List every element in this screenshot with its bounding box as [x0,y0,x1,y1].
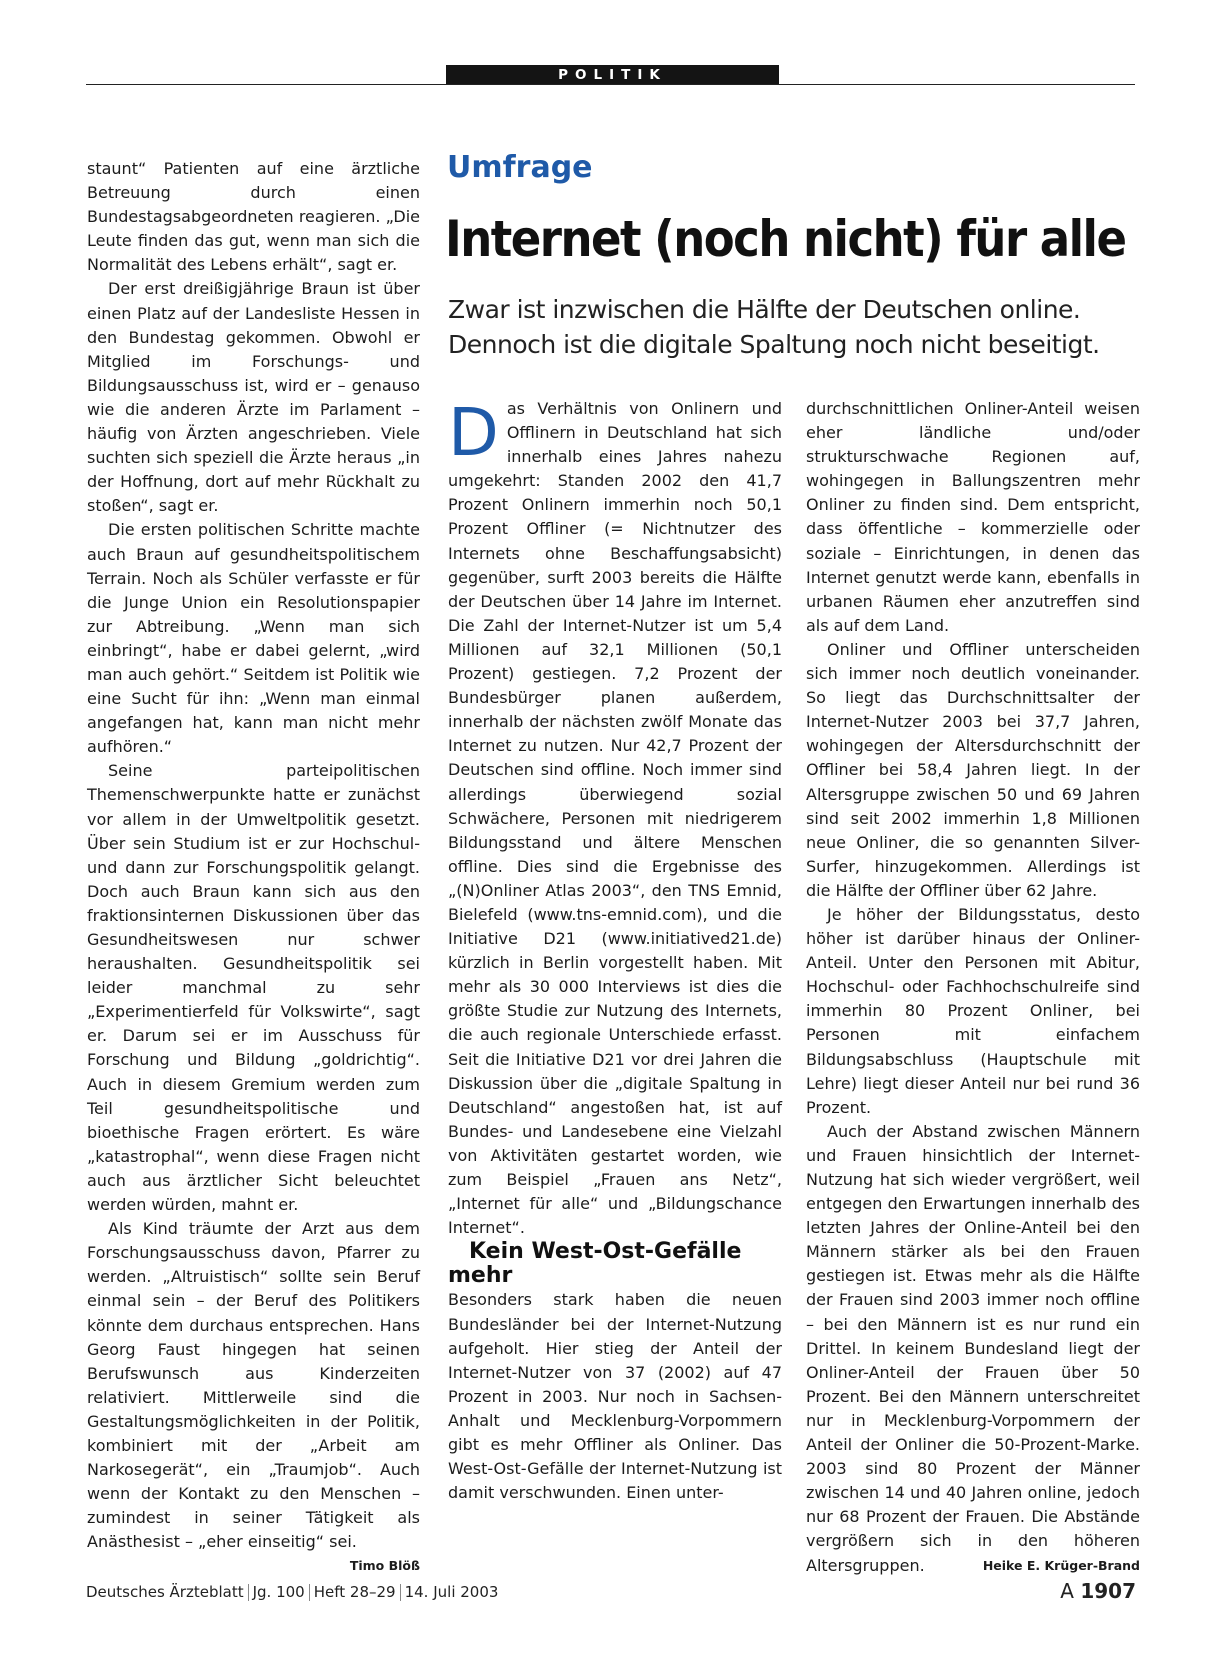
page-footer [86,1579,1136,1603]
left-article-column [87,157,420,1579]
section-rubric: POLITIK [446,65,779,85]
body-paragraph: Besonders stark haben die neuen Bundesländer bei der Internet-Nutzung aufgeholt. Hier stieg der Anteil der Internet-Nutzer von 37 (2002) auf 47 Prozent in 2003. Nur noch in Sachsen-Anhalt und Mecklenburg-Vorpommern gibt es mehr Offliner als Onliner. Das West-Ost-Gefälle der Internet-Nutzung ist damit verschwunden. Einen unter- [448,1290,782,1503]
footer-divider [400,1584,401,1601]
article-headline: Internet (noch nicht) für alle [445,210,1126,268]
body-paragraph [806,1120,1140,1578]
body-paragraph-text: Auch der Abstand zwischen Männern und Frauen hinsichtlich der Internet-Nutzung hat sich wieder vergrößert, weil entgegen den Erwartungen innerhalb des letzten Jahres der Online-Anteil bei den Männern stärker als bei den Frauen gestiegen ist. Etwas mehr als die Hälfte der Frauen sind 2003 immer noch offline – bei den Männern ist es nur rund ein Drittel. In keinem Bundesland liegt der Onliner-Anteil der Frauen über 50 Prozent. Bei den Männern unterschreitet nur in Mecklenburg-Vorpommern der Anteil der Onliner die 50-Prozent-Marke. 2003 sind 80 Prozent der Männer zwischen 14 und 40 Jahren online, jedoch nur 68 Prozent der Frauen. Die Abstände vergrößern sich in den höheren Altersgruppen. [806,1121,1140,1575]
article-author: Heike E. Krüger-Brand [982,1557,1140,1573]
article-column-right [806,397,1140,1578]
journal-date: 14. Juli 2003 [404,1583,499,1601]
drop-cap: D [448,394,499,471]
page-prefix: A [1060,1579,1074,1603]
lead-paragraph [448,394,782,1240]
left-paragraph [87,1217,420,1574]
subheading: Kein West-Ost-Gefälle mehr [448,1239,742,1289]
footer-divider [248,1584,249,1601]
article-column-middle [448,394,782,1505]
body-paragraph: Je höher der Bildungsstatus, desto höher ist darüber hinaus der Onliner-Anteil. Unter den Personen mit Abitur, Hochschul- oder Fachhochschulreife sind immerhin 80 Prozent Onliner, bei Personen mit einfachem Bildungsabschluss (Hauptschule mit Lehre) liegt dieser Anteil nur bei rund 36 Prozent. [806,904,1140,1117]
article-kicker: Umfrage [447,150,593,185]
left-paragraph-text: Als Kind träumte der Arzt aus dem Forschungsausschuss davon, Pfarrer zu werden. „Altruistisch“ sollte sein Beruf einmal sein – der Beruf des Politikers könnte dem durchaus entsprechen. Hans Georg Faust hingegen hat seinen Berufswunsch aus Kinderzeiten relativiert. Mittlerweile sind die Gestaltungsmöglichkeiten in der Politik, kombiniert mit der „Arbeit am Narkosegerät“, ein „Traumjob“. Auch wenn der Kontakt zu den Menschen – zumindest in seiner Tätigkeit als Anästhesist – „eher einseitig“ sei. [87,1219,420,1552]
footer-divider [309,1584,310,1601]
journal-name: Deutsches Ärzteblatt [86,1583,244,1601]
journal-volume: Jg. 100 [252,1583,305,1601]
left-paragraph: Seine parteipolitischen Themenschwerpunkte hatte er zunächst vor allem in der Umweltpolitik gesetzt. Über sein Studium ist er zur Hochschul- und dann zur Forschungspolitik gelangt. Doch auch Braun kann sich aus den fraktionsinternen Diskussionen über das Gesundheitswesen nur schwer heraushalten. Gesundheitspolitik sei leider manchmal zu sehr „Experimentierfeld für Volkswirte“, sagt er. Darum sei er im Ausschuss für Forschung und Bildung „goldrichtig“. Auch in diesem Gremium werden zum Teil gesundheitspolitische und bioethische Fragen erörtert. Es wäre „katastrophal“, wenn diese Fragen nicht auch aus ärztlicher Sicht beleuchtet werden würden, mahnt er. [87,761,420,1215]
article-deck: Zwar ist inzwischen die Hälfte der Deutschen online. Dennoch ist die digitale Spaltung noch nicht beseitigt. [448,295,1100,359]
body-paragraph: durchschnittlichen Onliner-Anteil weisen eher ländliche und/oder strukturschwache Regionen auf, wohingegen in Ballungszentren mehr Onliner zu finden sind. Dem entspricht, dass öffentliche – kommerzielle oder soziale – Einrichtungen, in denen das Internet genutzt werde kann, ebenfalls in urbanen Räumen eher anzutreffen sind als auf dem Land. [806,399,1140,635]
page-number [1060,1579,1136,1603]
journal-issue: Heft 28–29 [313,1583,396,1601]
left-paragraph: staunt“ Patienten auf eine ärztliche Betreuung durch einen Bundestagsabgeordneten reagieren. „Die Leute finden das gut, wenn man sich die Normalität des Lebens erhält“, sagt er. [87,159,420,275]
header-rule [86,84,1135,85]
left-paragraph: Die ersten politischen Schritte machte auch Braun auf gesundheitspolitischem Terrain. Noch als Schüler verfasste er für die Junge Union ein Resolutionspapier zur Abtreibung. „Wenn man sich einbringt“, habe er dabei gelernt, „wird man auch gehört.“ Seitdem ist Politik wie eine Sucht für ihn: „Wenn man einmal angefangen hat, kann man nicht mehr aufhören.“ [87,520,420,757]
page-number-value: 1907 [1080,1579,1136,1603]
lead-text: as Verhältnis von Onlinern und Offlinern in Deutschland hat sich innerhalb eines Jahres nahezu umgekehrt: Standen 2002 den 41,7 Prozent Onlinern immerhin noch 50,1 Prozent Offliner (= Nichtnutzer des Internets ohne Beschaffungsabsicht) gegenüber, surft 2003 bereits die Hälfte der Deutschen über 14 Jahre im Internet. Die Zahl der Internet-Nutzer ist um 5,4 Millionen auf 32,1 Millionen (50,1 Prozent) gestiegen. 7,2 Prozent der Bundesbürger planen außerdem, innerhalb der nächsten zwölf Monate das Internet zu nutzen. Nur 42,7 Prozent der Deutschen sind offline. Noch immer sind allerdings überwiegend sozial Schwächere, Personen mit niedrigerem Bildungsstand und ältere Menschen offline. Dies sind die Ergebnisse des „(N)Onliner Atlas 2003“, den TNS Emnid, Bielefeld (www.tns-emnid.com), und die Initiative D21 (www.initiatived21.de) kürzlich in Berlin vorgestellt haben. Mit mehr als 30 000 Interviews ist dies die größte Studie zur Nutzung des Internets, die auch regionale Unterschiede erfasst. Seit die Initiative D21 vor drei Jahren die Diskussion über die „digitale Spaltung in Deutschland“ angestoßen hat, ist auf Bundes- und Landesebene eine Vielzahl von Aktivitäten gestartet worden, wie zum Beispiel „Frauen ans Netz“, „Internet für alle“ und „Bildungschance Internet“. [448,399,782,1238]
left-paragraph: Der erst dreißigjährige Braun ist über einen Platz auf der Landesliste Hessen in den Bundestag gekommen. Obwohl er Mitglied im Forschungs- und Bildungsausschuss ist, wird er – genauso wie die anderen Ärzte im Parlament – häufig von Ärzten angeschrieben. Viele suchten sich speziell die Ärzte heraus „in der Hoffnung, dort auf mehr Rückhalt zu stoßen“, sagt er. [87,279,420,516]
left-author: Timo Blöß [349,1558,420,1574]
body-paragraph: Onliner und Offliner unterscheiden sich immer noch deutlich voneinander. So liegt das Durchschnittsalter der Internet-Nutzer 2003 bei 37,7 Jahren, wohingegen der Altersdurchschnitt der Offliner bei 58,4 Jahren liegt. In der Altersgruppe zwischen 50 und 69 Jahren sind seit 2002 immerhin 1,8 Millionen neue Onliner, die so genannten Silver-Surfer, hinzugekommen. Allerdings ist die Hälfte der Offliner über 62 Jahre. [806,639,1140,900]
